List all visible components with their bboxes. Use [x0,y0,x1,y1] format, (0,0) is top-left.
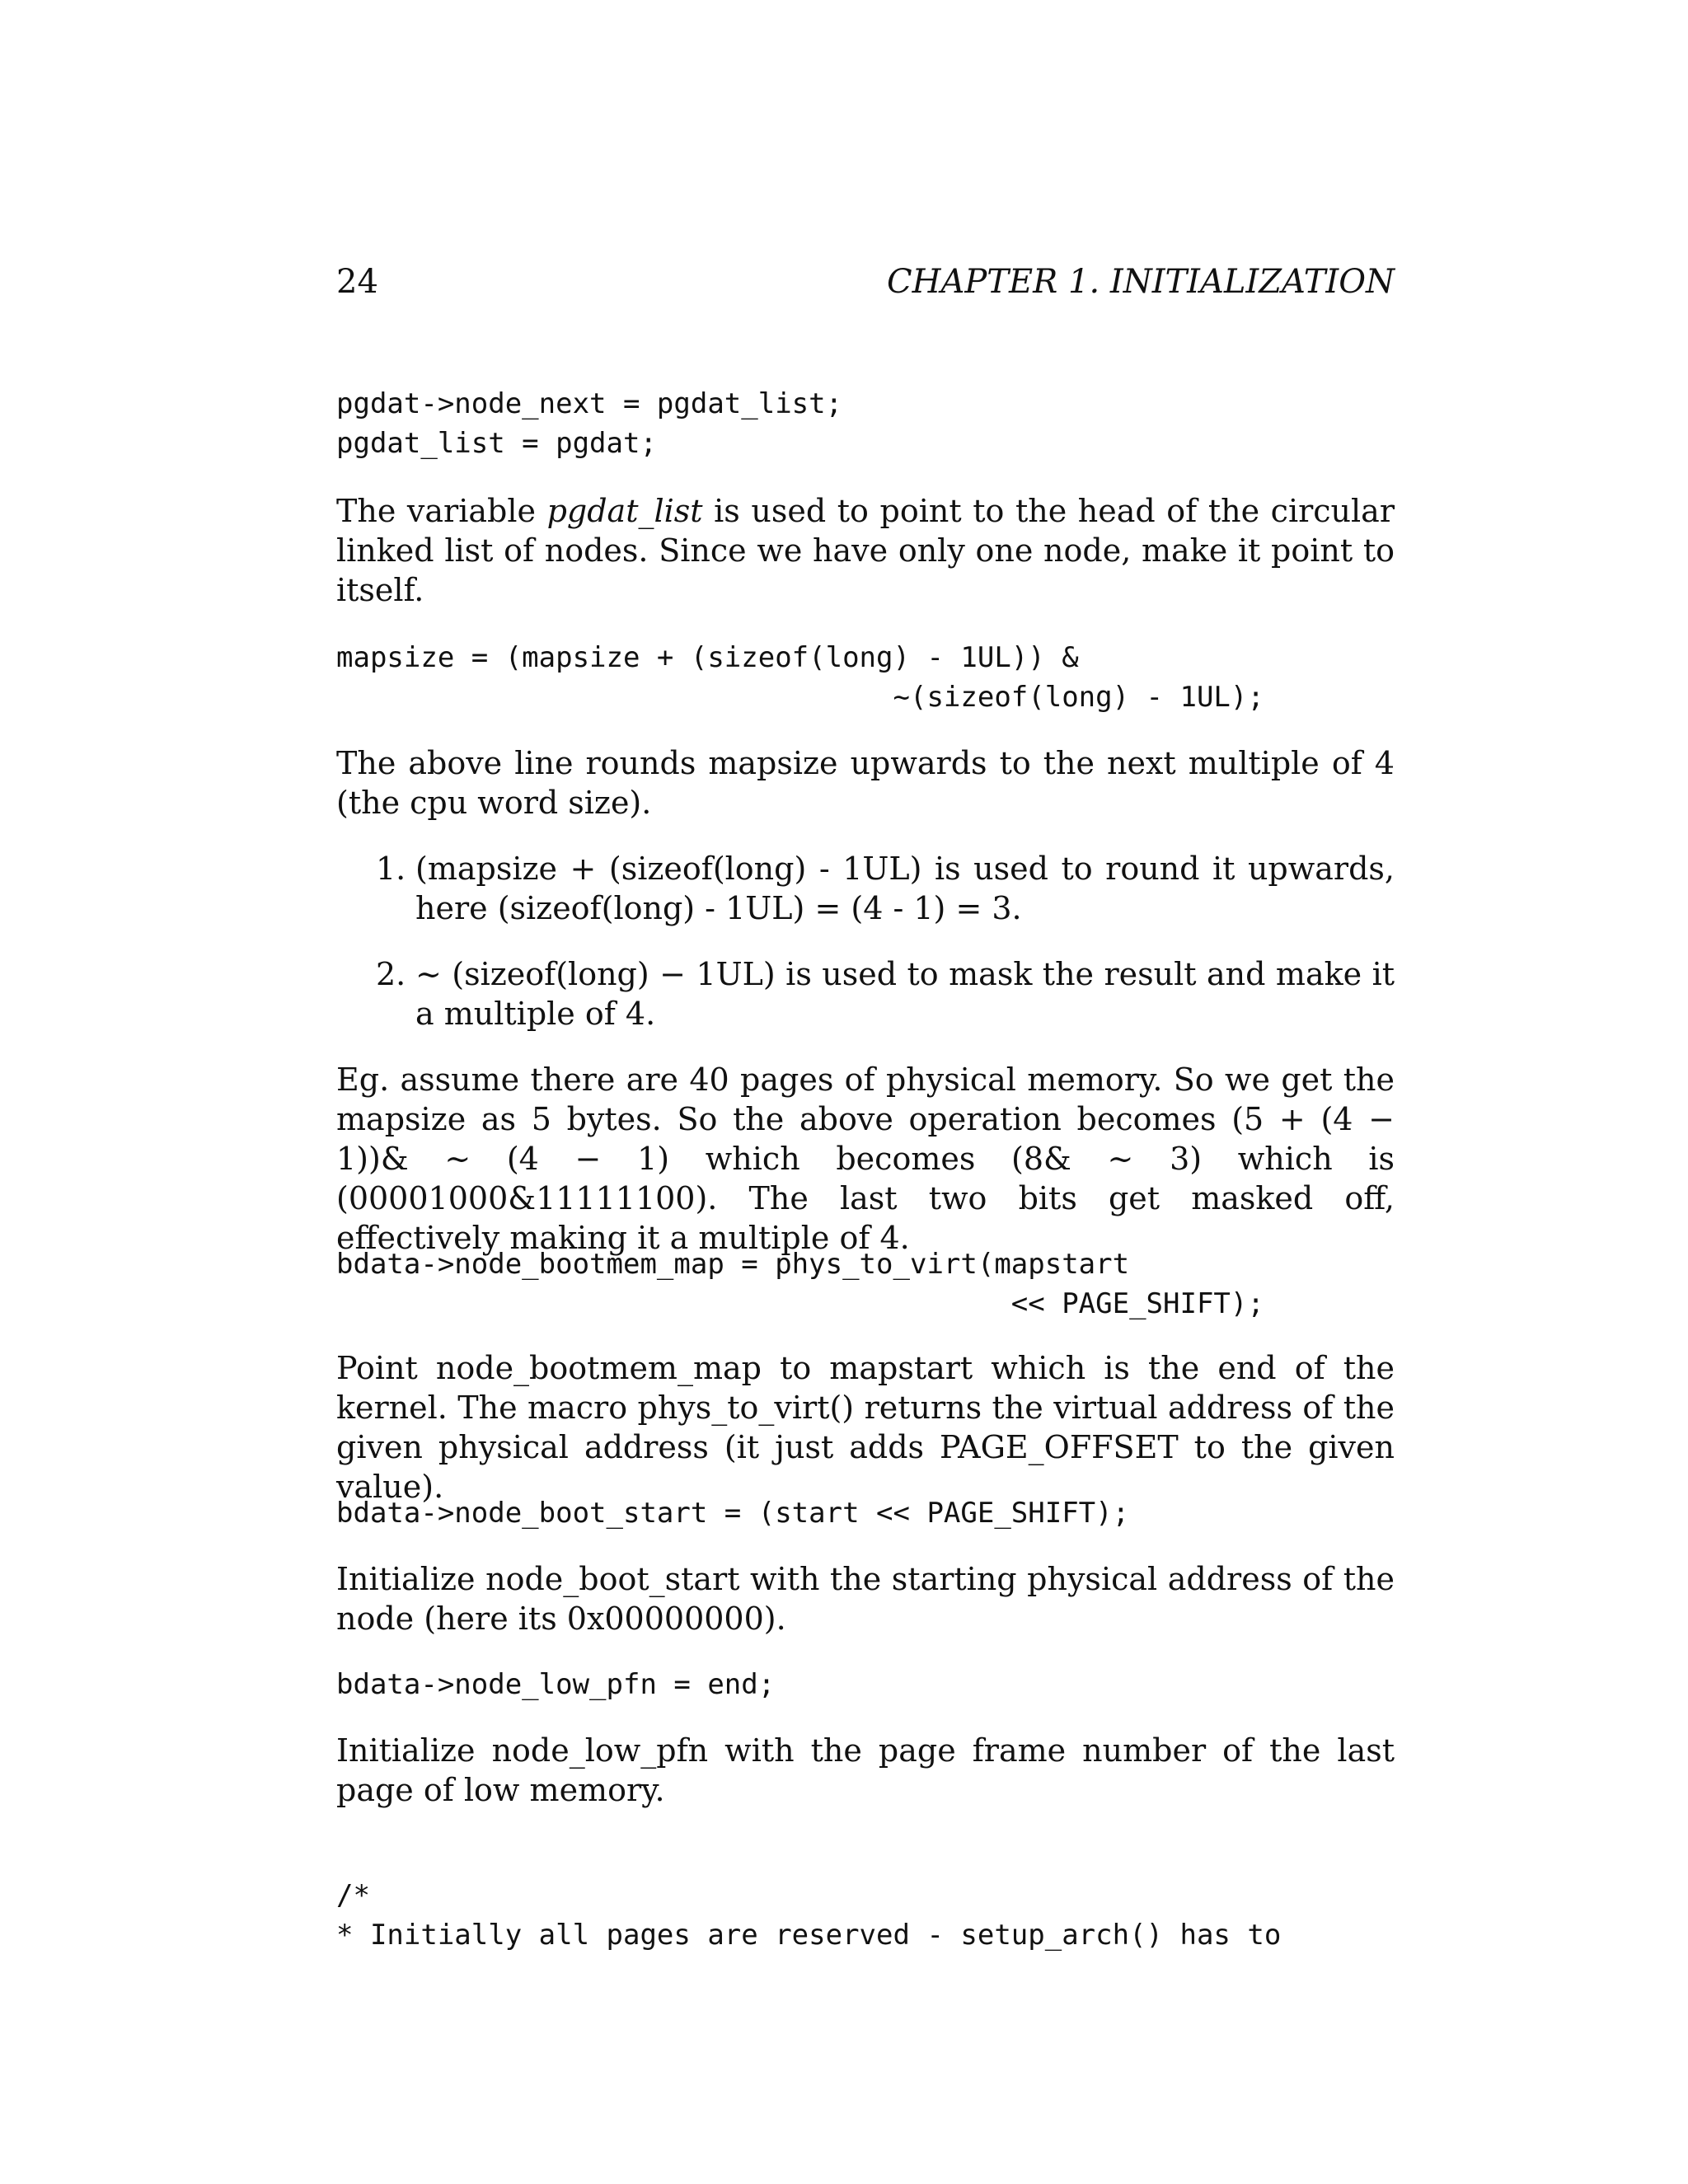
code-block-pgdat-list: pgdat->node_next = pgdat_list; pgdat_list = pgdat; [336,387,843,460]
paragraph-pgdat-list [336,491,1395,610]
list-marker: 2. [376,956,406,992]
list-item-text: ∼ (sizeof(long) − 1UL) is used to mask the result and make it a multiple of 4. [415,956,1395,1032]
paragraph-mapsize-example: Eg. assume there are 40 pages of physical memory. So we get the mapsize as 5 bytes. So the above operation becomes (5 + (4 − 1))& ∼ (4 − 1) which becomes (8& ∼ 3) which is (00001000&11111100). The last two bits get masked off, effectively making it a multiple of 4. [336,1062,1395,1256]
code-block-bootmem-map: bdata->node_bootmem_map = phys_to_virt(mapstart << PAGE_SHIFT); [336,1248,1264,1320]
code-block-boot-start: bdata->node_boot_start = (start << PAGE_SHIFT); [336,1497,1130,1530]
chapter-title: CHAPTER 1. INITIALIZATION [887,263,1395,301]
list-marker: 1. [376,851,406,887]
paragraph-text: The variable [336,493,547,529]
variable-name-emphasis: pgdat_list [546,493,703,529]
paragraph-mapsize-rounding: The above line rounds mapsize upwards to the next multiple of 4 (the cpu word size). [336,745,1395,821]
code-block-comment: /* * Initially all pages are reserved - setup_arch() has to [336,1879,1282,1952]
list-item-text: (mapsize + (sizeof(long) - 1UL) is used to round it upwards, here (sizeof(long) - 1UL) = (4 - 1) = 3. [415,851,1395,926]
code-block-low-pfn: bdata->node_low_pfn = end; [336,1668,776,1701]
paragraph-boot-start: Initialize node_boot_start with the starting physical address of the node (here its 0x00000000). [336,1561,1395,1637]
page-number: 24 [336,263,378,301]
paragraph-bootmem-map: Point node_bootmem_map to mapstart which is the end of the kernel. The macro phys_to_virt() returns the virtual address of the given physical address (it just adds PAGE_OFFSET to the given value). [336,1350,1395,1505]
running-header [336,257,1395,307]
paragraph-low-pfn: Initialize node_low_pfn with the page frame number of the last page of low memory. [336,1732,1395,1808]
code-block-mapsize: mapsize = (mapsize + (sizeof(long) - 1UL)) & ~(sizeof(long) - 1UL); [336,641,1264,714]
paragraph-text: is used to point to the head of the circular linked list of nodes. Since we have only one node, make it point to itself. [336,493,1395,608]
